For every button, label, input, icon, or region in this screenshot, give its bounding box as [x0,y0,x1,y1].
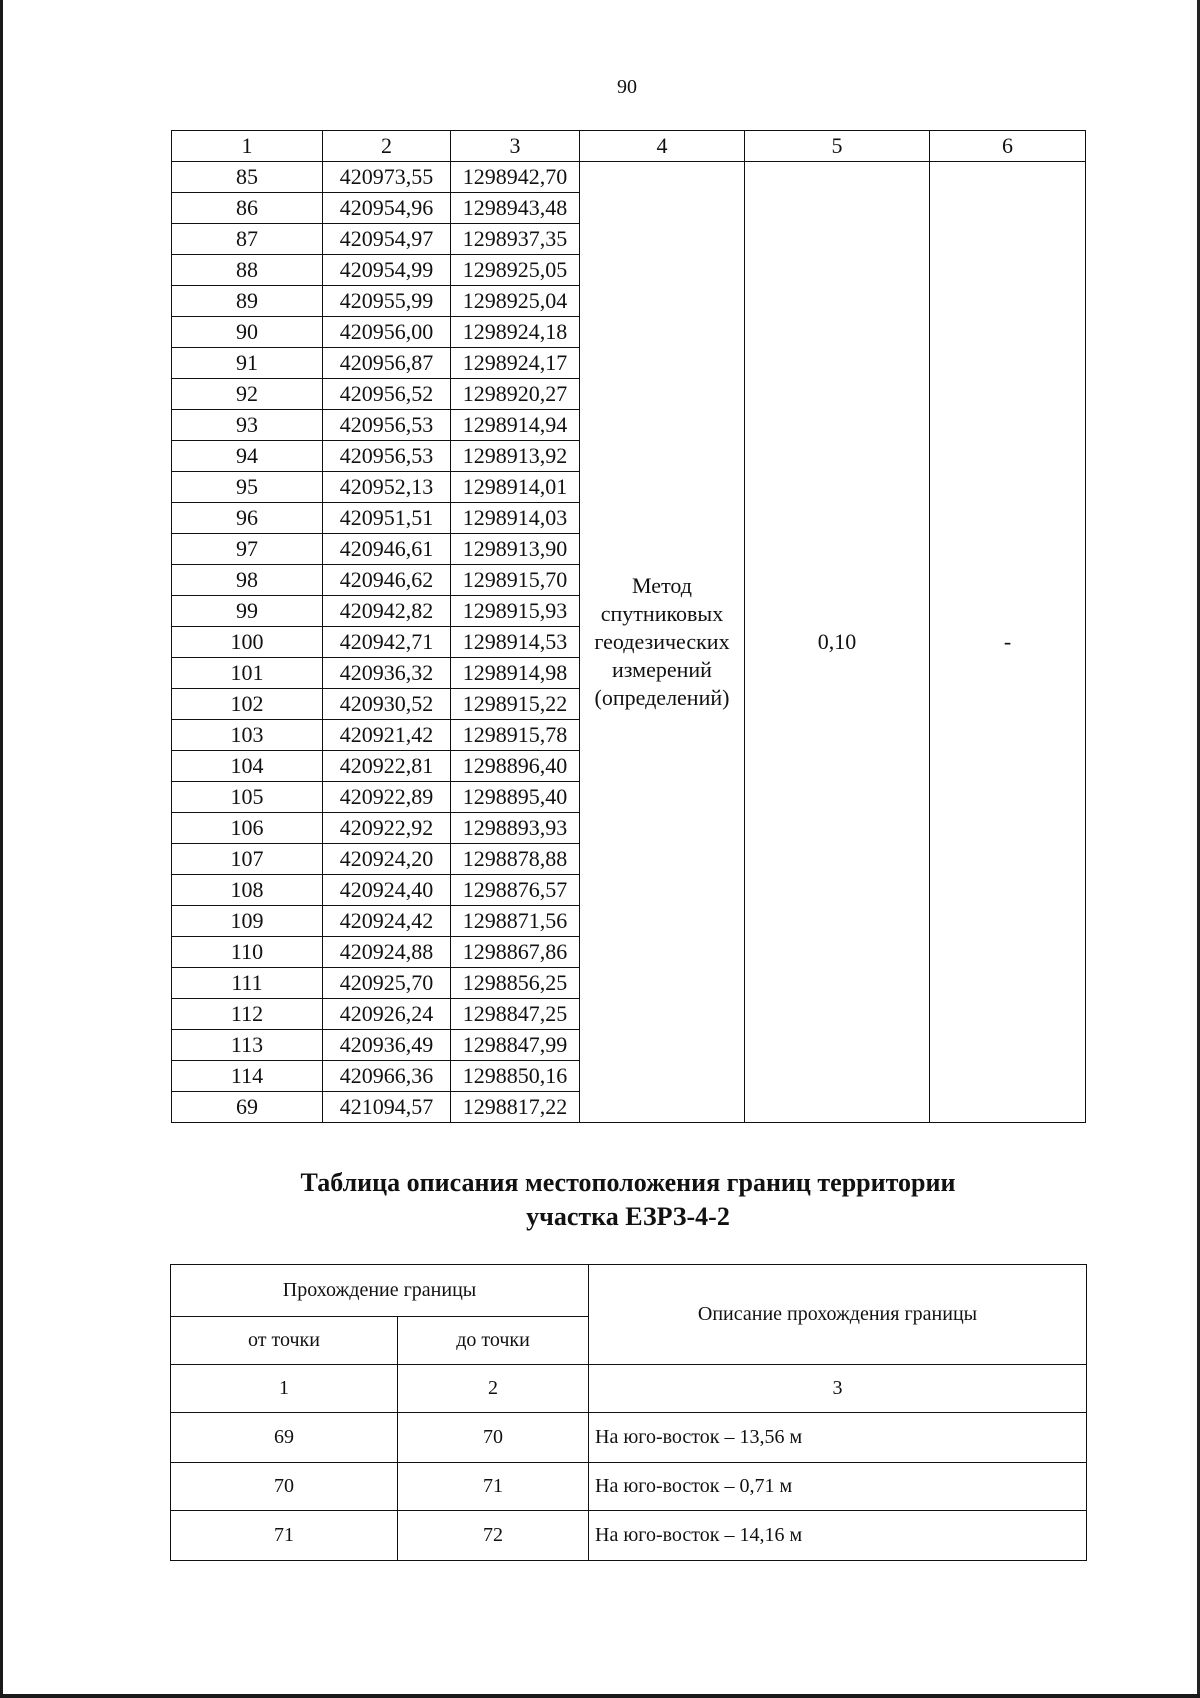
y-coordinate-cell: 1298915,22 [451,689,580,720]
coordinate-row [172,162,1086,193]
x-coordinate-cell: 420922,92 [323,813,451,844]
boundary-group-header: Прохождение границы [171,1265,589,1317]
point-number-cell: 94 [172,441,323,472]
column-6-cell: - [930,162,1086,1123]
x-coordinate-cell: 420973,55 [323,162,451,193]
column-header-2: 2 [323,131,451,162]
point-number-cell: 88 [172,255,323,286]
point-number-cell: 107 [172,844,323,875]
y-coordinate-cell: 1298914,03 [451,503,580,534]
y-coordinate-cell: 1298914,94 [451,410,580,441]
boundary-to-cell: 71 [398,1463,589,1511]
x-coordinate-cell: 420924,40 [323,875,451,906]
x-coordinate-cell: 420942,71 [323,627,451,658]
point-number-cell: 69 [172,1092,323,1123]
method-line: измерений [612,657,712,682]
point-number-cell: 104 [172,751,323,782]
point-number-cell: 86 [172,193,323,224]
x-coordinate-cell: 420952,13 [323,472,451,503]
x-coordinate-cell: 420954,99 [323,255,451,286]
x-coordinate-cell: 420946,61 [323,534,451,565]
point-number-cell: 87 [172,224,323,255]
boundary-number-row [171,1365,1087,1413]
column-header-1: 1 [172,131,323,162]
coordinates-table [171,130,1086,1123]
point-number-cell: 85 [172,162,323,193]
point-number-cell: 100 [172,627,323,658]
method-cell [580,162,745,1123]
boundary-table [170,1264,1087,1561]
y-coordinate-cell: 1298920,27 [451,379,580,410]
column-header-3: 3 [451,131,580,162]
boundary-from-cell: 69 [171,1413,398,1463]
point-number-cell: 109 [172,906,323,937]
boundary-description-cell: На юго-восток – 0,71 м [589,1463,1087,1511]
y-coordinate-cell: 1298942,70 [451,162,580,193]
coordinates-header-row [172,131,1086,162]
boundary-to-header: до точки [398,1317,589,1365]
boundary-column-number-2: 2 [398,1365,589,1413]
boundary-column-number-3: 3 [589,1365,1087,1413]
y-coordinate-cell: 1298878,88 [451,844,580,875]
y-coordinate-cell: 1298893,93 [451,813,580,844]
point-number-cell: 103 [172,720,323,751]
point-number-cell: 105 [172,782,323,813]
y-coordinate-cell: 1298913,90 [451,534,580,565]
scan-edge-left [0,0,3,1698]
x-coordinate-cell: 420925,70 [323,968,451,999]
point-number-cell: 110 [172,937,323,968]
y-coordinate-cell: 1298896,40 [451,751,580,782]
point-number-cell: 99 [172,596,323,627]
point-number-cell: 98 [172,565,323,596]
point-number-cell: 113 [172,1030,323,1061]
boundary-row [171,1413,1087,1463]
point-number-cell: 114 [172,1061,323,1092]
point-number-cell: 95 [172,472,323,503]
x-coordinate-cell: 420924,88 [323,937,451,968]
y-coordinate-cell: 1298924,17 [451,348,580,379]
boundary-row [171,1511,1087,1561]
x-coordinate-cell: 420921,42 [323,720,451,751]
y-coordinate-cell: 1298925,04 [451,286,580,317]
x-coordinate-cell: 420924,42 [323,906,451,937]
point-number-cell: 89 [172,286,323,317]
method-line: геодезических [594,629,730,654]
page-number: 90 [617,76,637,98]
y-coordinate-cell: 1298817,22 [451,1092,580,1123]
x-coordinate-cell: 420954,96 [323,193,451,224]
point-number-cell: 91 [172,348,323,379]
boundary-row [171,1463,1087,1511]
y-coordinate-cell: 1298847,99 [451,1030,580,1061]
y-coordinate-cell: 1298915,78 [451,720,580,751]
point-number-cell: 111 [172,968,323,999]
section-title-line-2: участка ЕЗРЗ-4-2 [526,1202,730,1231]
y-coordinate-cell: 1298943,48 [451,193,580,224]
x-coordinate-cell: 420936,32 [323,658,451,689]
y-coordinate-cell: 1298925,05 [451,255,580,286]
section-title [171,1166,1085,1234]
y-coordinate-cell: 1298895,40 [451,782,580,813]
y-coordinate-cell: 1298871,56 [451,906,580,937]
column-header-6: 6 [930,131,1086,162]
x-coordinate-cell: 420922,81 [323,751,451,782]
point-number-cell: 92 [172,379,323,410]
point-number-cell: 90 [172,317,323,348]
x-coordinate-cell: 420924,20 [323,844,451,875]
x-coordinate-cell: 420956,53 [323,410,451,441]
point-number-cell: 97 [172,534,323,565]
y-coordinate-cell: 1298915,93 [451,596,580,627]
y-coordinate-cell: 1298876,57 [451,875,580,906]
y-coordinate-cell: 1298867,86 [451,937,580,968]
method-line: Метод [632,573,692,598]
x-coordinate-cell: 420942,82 [323,596,451,627]
y-coordinate-cell: 1298914,53 [451,627,580,658]
x-coordinate-cell: 420936,49 [323,1030,451,1061]
x-coordinate-cell: 420930,52 [323,689,451,720]
x-coordinate-cell: 420954,97 [323,224,451,255]
y-coordinate-cell: 1298937,35 [451,224,580,255]
boundary-to-cell: 72 [398,1511,589,1561]
boundary-from-cell: 71 [171,1511,398,1561]
y-coordinate-cell: 1298914,98 [451,658,580,689]
coordinates-body [172,162,1086,1123]
x-coordinate-cell: 420922,89 [323,782,451,813]
column-header-4: 4 [580,131,745,162]
y-coordinate-cell: 1298847,25 [451,999,580,1030]
y-coordinate-cell: 1298850,16 [451,1061,580,1092]
y-coordinate-cell: 1298924,18 [451,317,580,348]
y-coordinate-cell: 1298914,01 [451,472,580,503]
boundary-header-row-1 [171,1265,1087,1317]
accuracy-cell: 0,10 [745,162,930,1123]
x-coordinate-cell: 420956,52 [323,379,451,410]
x-coordinate-cell: 420926,24 [323,999,451,1030]
point-number-cell: 96 [172,503,323,534]
point-number-cell: 101 [172,658,323,689]
y-coordinate-cell: 1298913,92 [451,441,580,472]
boundary-from-header: от точки [171,1317,398,1365]
scan-edge-bottom [0,1694,1200,1698]
x-coordinate-cell: 420946,62 [323,565,451,596]
x-coordinate-cell: 420951,51 [323,503,451,534]
y-coordinate-cell: 1298915,70 [451,565,580,596]
x-coordinate-cell: 420956,00 [323,317,451,348]
x-coordinate-cell: 420955,99 [323,286,451,317]
x-coordinate-cell: 421094,57 [323,1092,451,1123]
point-number-cell: 108 [172,875,323,906]
method-line: спутниковых [600,601,724,626]
boundary-column-number-1: 1 [171,1365,398,1413]
x-coordinate-cell: 420966,36 [323,1061,451,1092]
point-number-cell: 106 [172,813,323,844]
column-header-5: 5 [745,131,930,162]
boundary-to-cell: 70 [398,1413,589,1463]
boundary-description-cell: На юго-восток – 13,56 м [589,1413,1087,1463]
x-coordinate-cell: 420956,87 [323,348,451,379]
y-coordinate-cell: 1298856,25 [451,968,580,999]
boundary-description-header: Описание прохождения границы [589,1265,1087,1365]
point-number-cell: 112 [172,999,323,1030]
boundary-description-cell: На юго-восток – 14,16 м [589,1511,1087,1561]
point-number-cell: 93 [172,410,323,441]
point-number-cell: 102 [172,689,323,720]
method-line: (определений) [594,685,730,710]
section-title-line-1: Таблица описания местоположения границ территории [300,1168,956,1197]
boundary-from-cell: 70 [171,1463,398,1511]
x-coordinate-cell: 420956,53 [323,441,451,472]
